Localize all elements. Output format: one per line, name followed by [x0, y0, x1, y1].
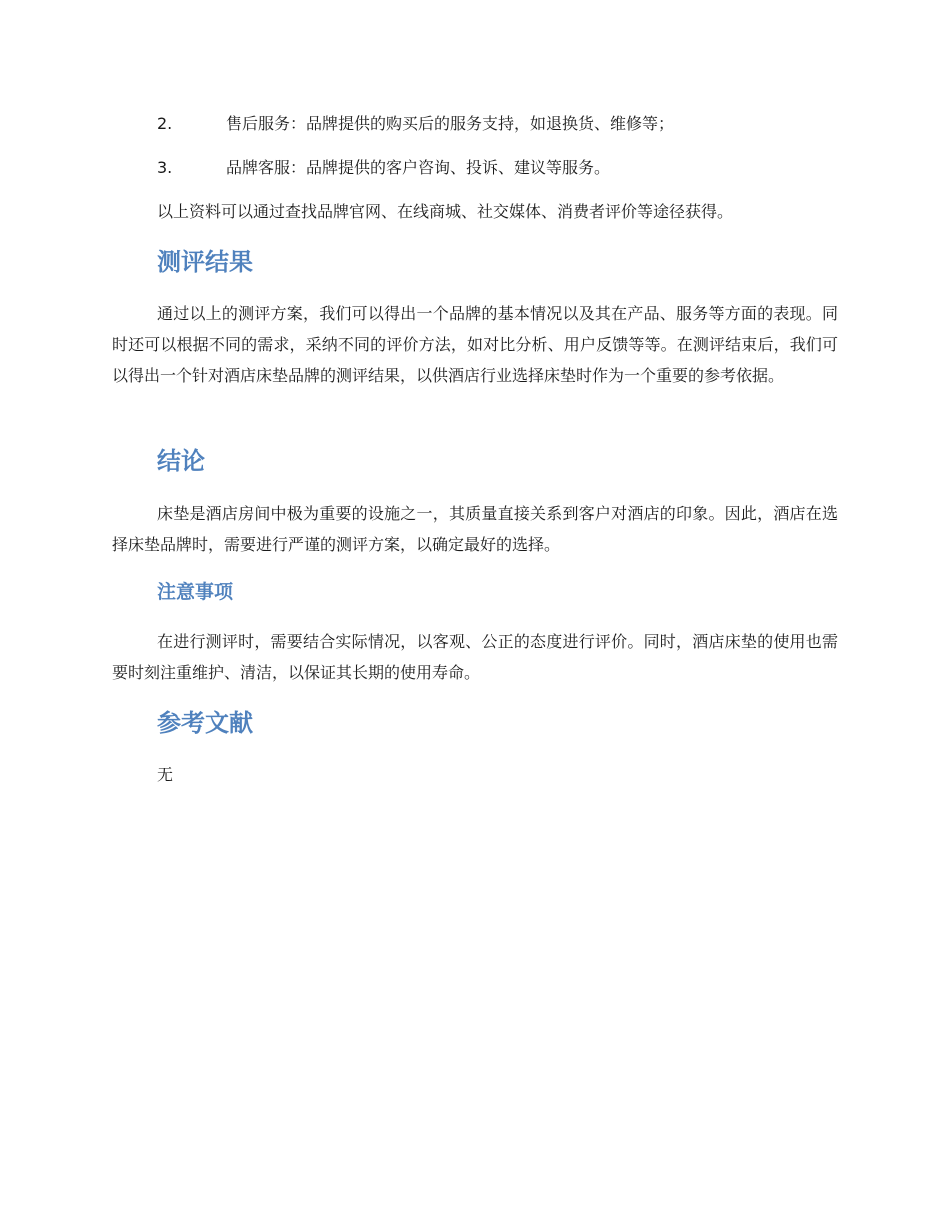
paragraph-notes: 在进行测评时，需要结合实际情况，以客观、公正的态度进行评价。同时，酒店床垫的使用也需要时刻注重维护、清洁，以保证其长期的使用寿命。 — [112, 632, 838, 682]
heading-results: 测评结果 — [157, 248, 253, 276]
paragraph-references: 无 — [157, 765, 174, 784]
paragraph-conclusion: 床垫是酒店房间中极为重要的设施之一，其质量直接关系到客户对酒店的印象。因此，酒店在选择床垫品牌时，需要进行严谨的测评方案，以确定最好的选择。 — [112, 504, 838, 554]
intro-paragraph: 以上资料可以通过查找品牌官网、在线商城、社交媒体、消费者评价等途径获得。 — [157, 202, 734, 221]
list-number: 2. — [157, 114, 173, 133]
heading-conclusion: 结论 — [157, 447, 205, 475]
heading-references: 参考文献 — [157, 709, 253, 737]
list-number: 3. — [157, 158, 173, 177]
paragraph-results: 通过以上的测评方案，我们可以得出一个品牌的基本情况以及其在产品、服务等方面的表现。同时还可以根据不同的需求，采纳不同的评价方法，如对比分析、用户反馈等等。在测评结束后，我们可以得出一个针对酒店床垫品牌的测评结果，以供酒店行业选择床垫时作为一个重要的参考依据。 — [112, 304, 838, 385]
list-text: 售后服务：品牌提供的购买后的服务支持，如退换货、维修等； — [226, 114, 675, 133]
heading-notes: 注意事项 — [157, 581, 234, 603]
list-text: 品牌客服：品牌提供的客户咨询、投诉、建议等服务。 — [226, 158, 611, 177]
